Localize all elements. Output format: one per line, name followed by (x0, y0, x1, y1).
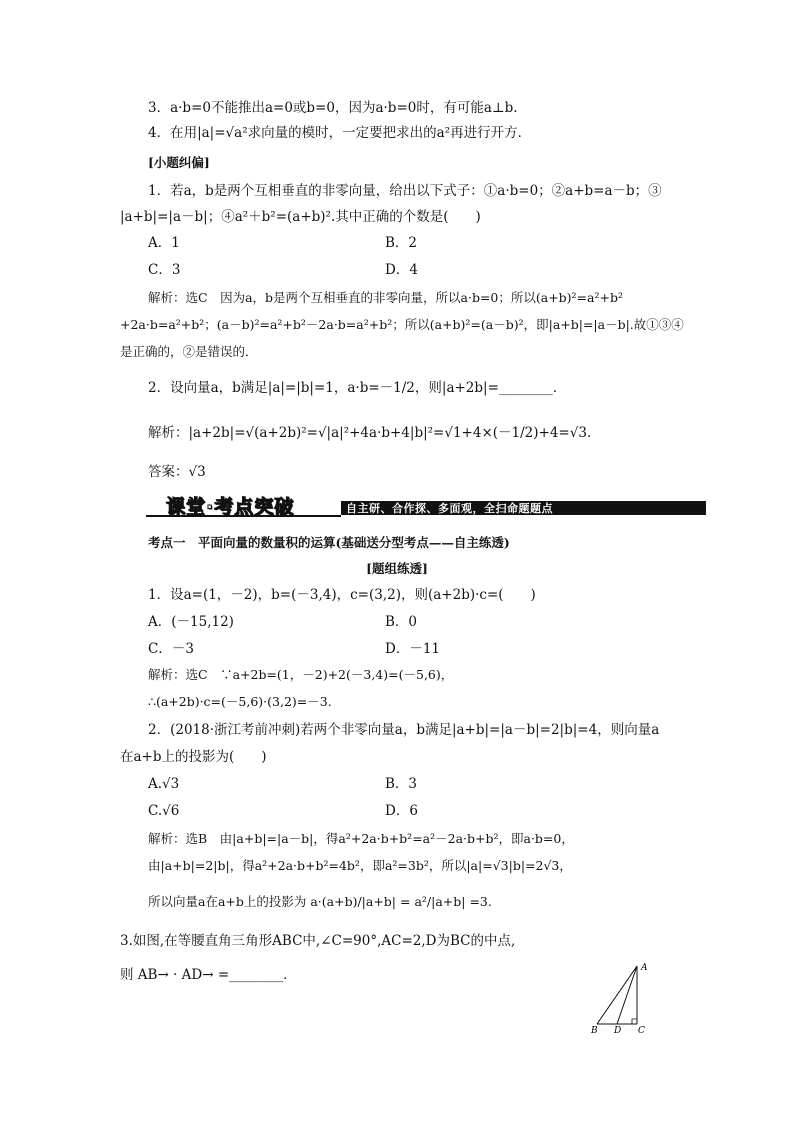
answer-line: 答案：√3 (148, 464, 206, 480)
solution-line: ∴(a+2b)·c=(－5,6)·(3,2)=－3. (148, 694, 332, 709)
option-c: C.√6 (148, 803, 180, 819)
question-1: 1．若a，b是两个互相垂直的非零向量，给出以下式子：①a·b=0；②a+b=a－b；③ (148, 183, 662, 199)
option-d: D．－11 (385, 641, 441, 657)
question-2: 2．设向量a，b满足|a|=|b|=1，a·b=－1/2，则|a+2b|=________． (148, 380, 567, 396)
option-d: D．6 (385, 803, 418, 819)
topic-heading: 考点一 平面向量的数量积的运算(基础送分型考点——自主练透) (148, 535, 510, 550)
question-3: 3.如图,在等腰直角三角形ABC中,∠C=90°,AC=2,D为BC的中点, (120, 933, 516, 949)
option-a: A．(－15,12) (148, 614, 234, 630)
solution-line: 是正确的，②是错误的． (120, 344, 258, 359)
text-line: 3．a·b=0不能推出a=0或b=0，因为a·b=0时，有可能a⊥b. (148, 100, 518, 116)
vertex-label-a: A (641, 963, 648, 973)
option-a: A．1 (148, 235, 180, 251)
vertex-label-d: D (614, 1026, 622, 1036)
banner-title: 课堂·考点突破 (166, 496, 295, 518)
vertex-label-c: C (638, 1026, 645, 1036)
option-b: B．2 (385, 235, 418, 251)
option-a: A.√3 (148, 776, 180, 792)
question-1: 1．设a=(1，－2)，b=(－3,4)，c=(3,2)，则(a+2b)·c=( ) (148, 587, 536, 603)
solution-line: 解析：选C ∵a+2b=(1，－2)+2(－3,4)=(－5,6)， (148, 667, 454, 682)
question-2: 2．(2018·浙江考前冲刺)若两个非零向量a，b满足|a+b|=|a－b|=2|b|=4，则向量a (148, 722, 660, 738)
solution-line: +2a·b=a²+b²；(a－b)²=a²+b²－2a·b=a²+b²；所以(a+b)²=(a－b)²，即|a+b|=|a－b|.故①③④ (120, 317, 684, 332)
text-line: 4．在用|a|=√a²求向量的模时，一定要把求出的a²再进行开方． (148, 125, 532, 141)
text-line: 则 AB→ · AD→ =________． (120, 967, 297, 983)
option-c: C．3 (148, 262, 181, 278)
vertex-label-b: B (591, 1026, 598, 1036)
option-d: D．4 (385, 262, 418, 278)
triangle-figure (585, 960, 655, 1038)
banner-tag: 自主研、合作探、多面观，全扫命题题点 (346, 502, 553, 515)
solution-line: 由|a+b|=2|b|，得a²+2a·b+b²=4b²，即a²=3b²，所以|a|=√3|b|=2√3， (148, 858, 572, 873)
section-heading: [小题纠偏] (148, 155, 210, 170)
option-c: C．－3 (148, 641, 194, 657)
solution-line: 解析：选B 由|a+b|=|a－b|，得a²+2a·b+b²=a²－2a·b+b²，即a·b=0， (148, 831, 574, 846)
text-line: 在a+b上的投影为( ) (120, 749, 267, 765)
section-heading: [题组练透] (366, 561, 428, 576)
text-line: |a+b|=|a－b|；④a²＋b²=(a+b)².其中正确的个数是( ) (120, 209, 481, 225)
solution-line: 解析：|a+2b|=√(a+2b)²=√|a|²+4a·b+4|b|²=√1+4×(－1/2)+4=√3. (148, 425, 592, 441)
solution-line: 解析：选C 因为a，b是两个互相垂直的非零向量，所以a·b=0；所以(a+b)²=a²+b² (148, 290, 623, 305)
option-b: B．0 (385, 614, 418, 630)
section-banner (146, 495, 708, 521)
solution-line: 所以向量a在a+b上的投影为 a·(a+b)/|a+b| = a²/|a+b| =3. (148, 894, 492, 909)
option-b: B．3 (385, 776, 418, 792)
